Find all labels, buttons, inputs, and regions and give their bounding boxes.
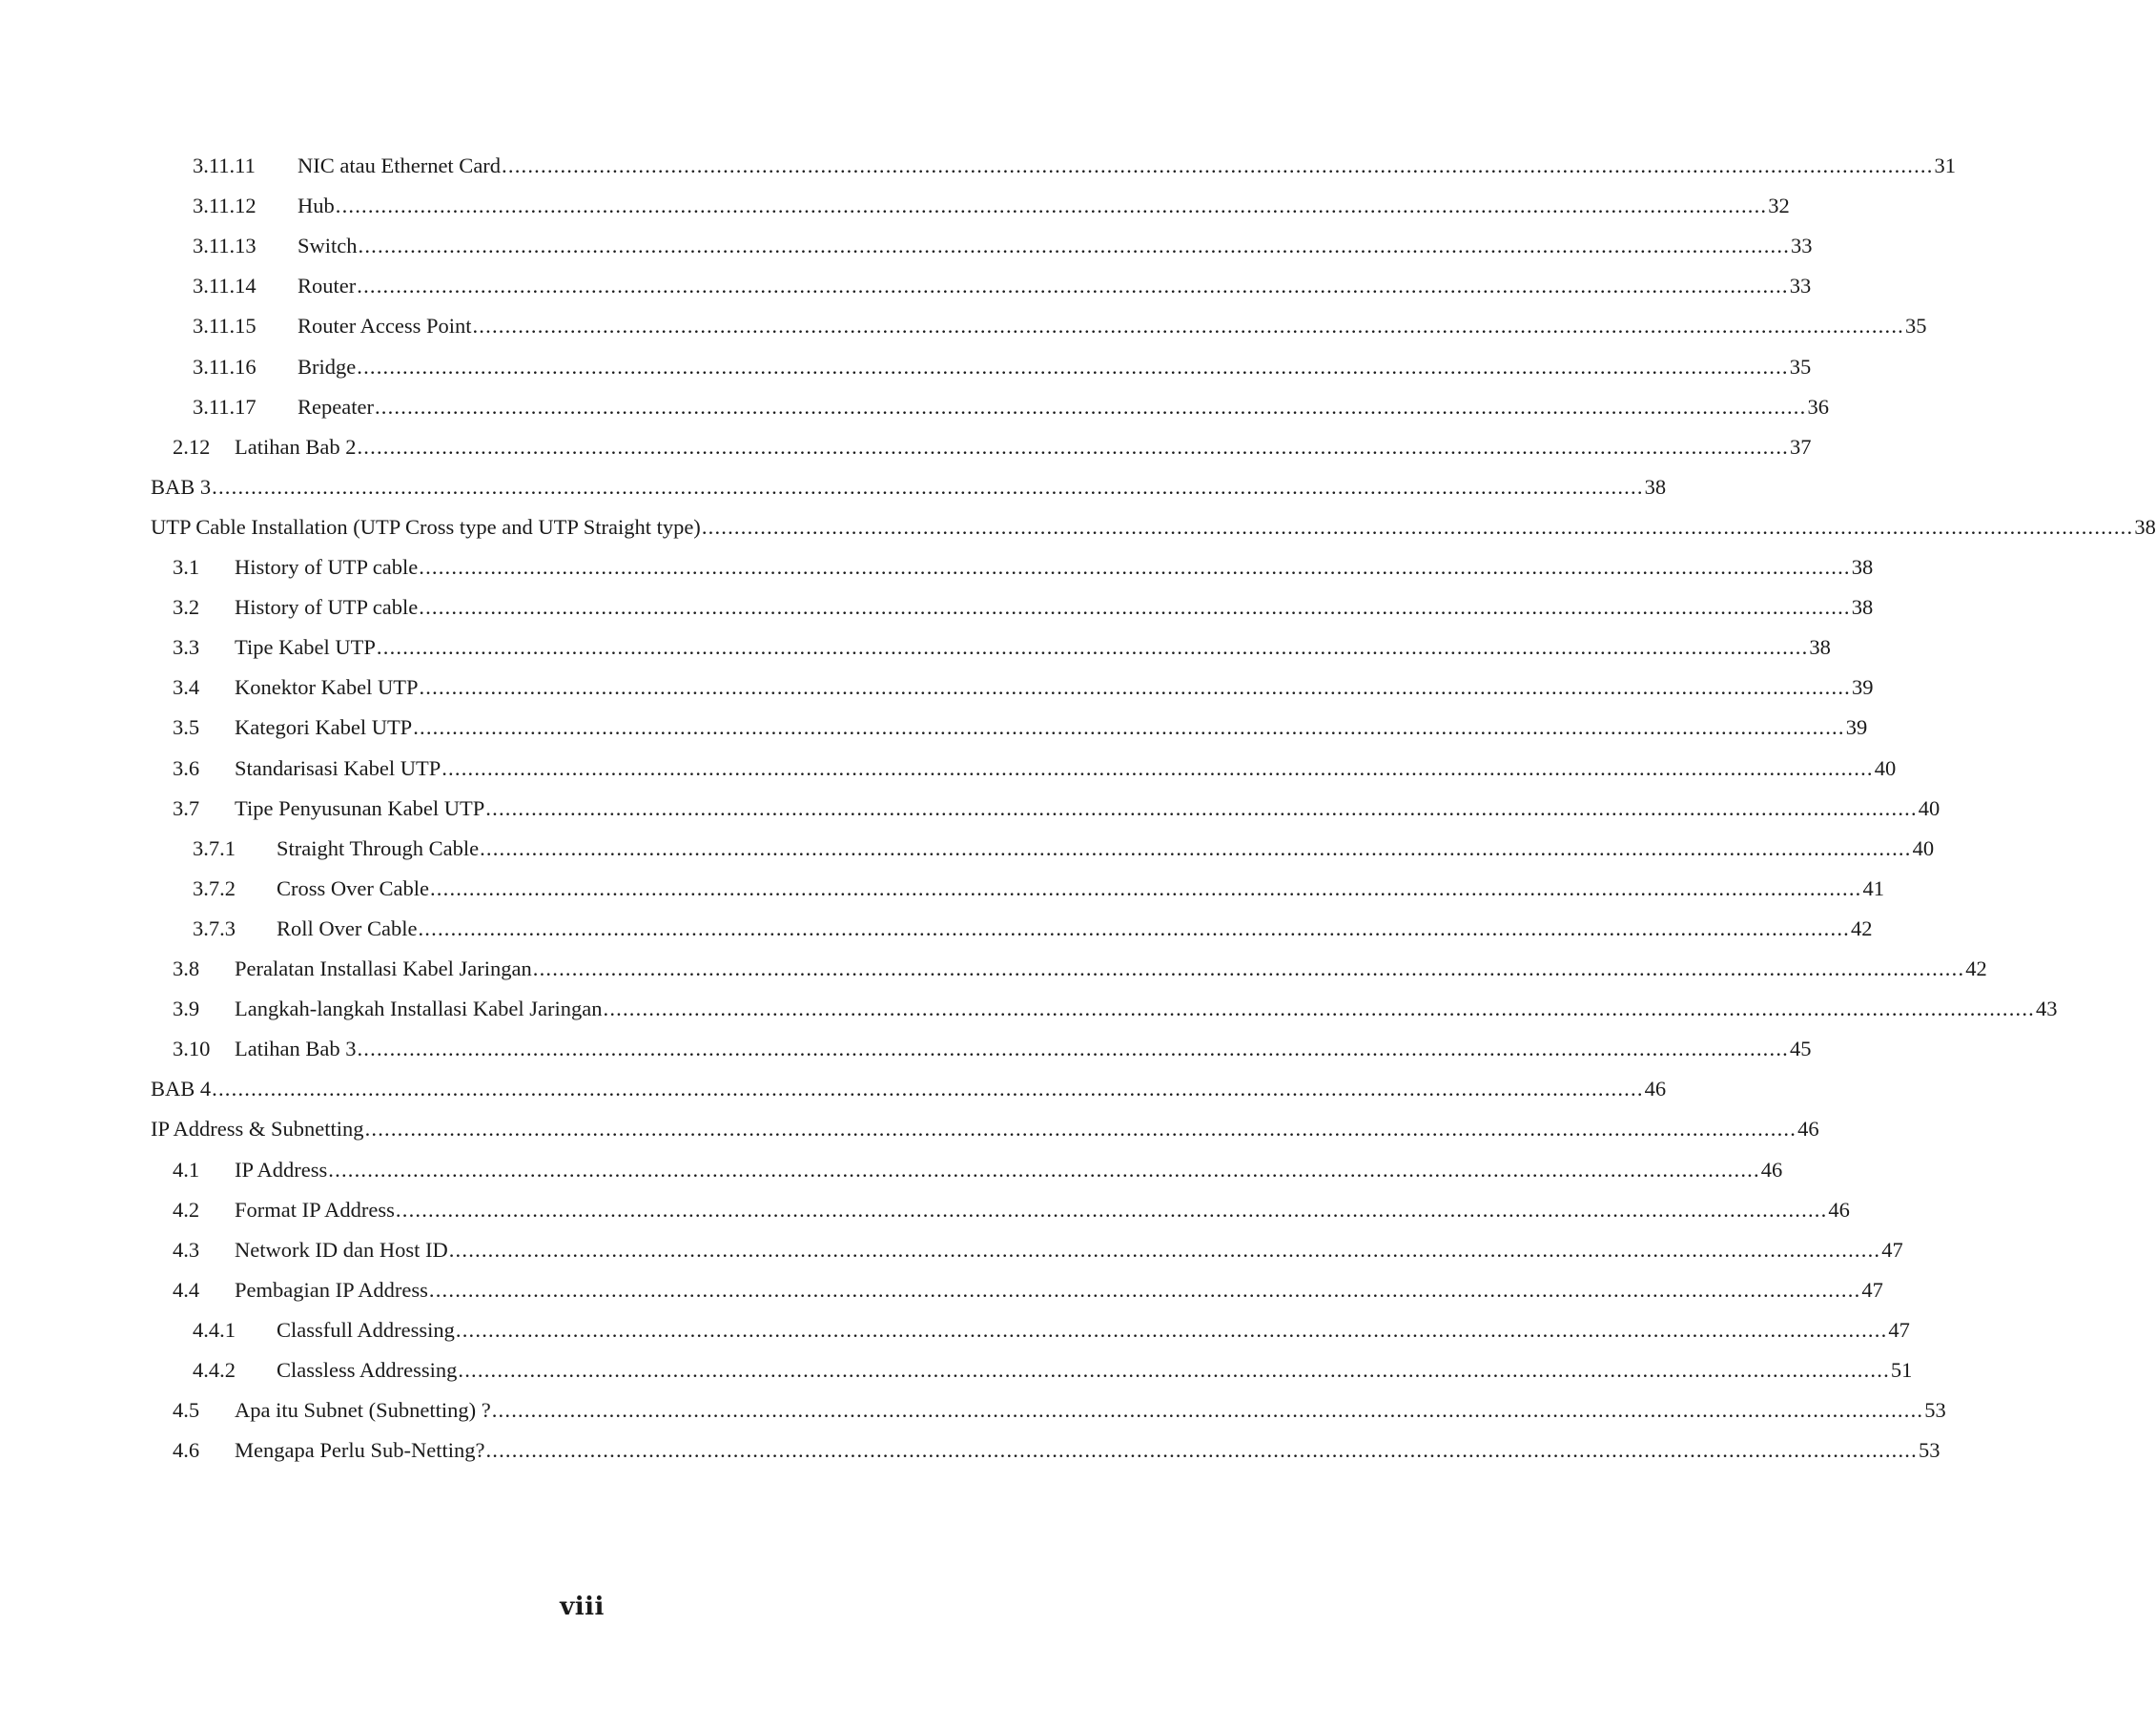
toc-entry	[0, 352, 1812, 382]
toc-entry	[0, 1435, 1940, 1466]
toc-entry-title: Classfull Addressing	[277, 1317, 455, 1342]
toc-dot-leader: ............................................................................................................................................................................................................................	[472, 314, 1904, 339]
toc-entry-line	[235, 712, 1868, 743]
toc-entry-title: Roll Over Cable	[277, 915, 418, 940]
toc-entry	[0, 1155, 1783, 1185]
toc-entry-page: 38	[2134, 514, 2156, 539]
toc-entry-line	[235, 1034, 1812, 1064]
toc-entry-page: 46	[1828, 1197, 1850, 1222]
toc-entry	[0, 954, 1987, 984]
toc-entry-title: Switch	[298, 234, 358, 258]
toc-entry-number: 3.11.11	[193, 154, 256, 177]
toc-entry-title: Classless Addressing	[277, 1358, 458, 1382]
toc-entry	[0, 1074, 1667, 1104]
toc-entry-title: Format IP Address	[235, 1197, 395, 1222]
toc-entry-number: 3.11.15	[193, 314, 257, 339]
toc-entry-title: Router Access Point	[298, 314, 472, 339]
toc-entry	[0, 472, 1667, 503]
toc-dot-leader: ............................................................................................................................................................................................................................	[212, 1077, 1644, 1101]
toc-entry	[0, 833, 1935, 864]
toc-entry-line	[298, 191, 1790, 221]
toc-dot-leader: ............................................................................................................................................................................................................................	[491, 1398, 1924, 1423]
toc-entry-page: 38	[1644, 474, 1667, 499]
toc-entry	[0, 1355, 1913, 1386]
toc-dot-leader: ............................................................................................................................................................................................................................	[358, 234, 1791, 258]
toc-entry-line	[235, 1395, 1946, 1426]
toc-entry-page: 40	[1874, 755, 1897, 780]
toc-entry-page: 35	[1789, 354, 1812, 379]
toc-entry-page: 43	[2036, 997, 2058, 1021]
toc-dot-leader: ............................................................................................................................................................................................................................	[441, 755, 1874, 780]
toc-entry-page: 53	[1918, 1438, 1940, 1463]
toc-entry-page: 36	[1807, 394, 1829, 419]
toc-dot-leader: ............................................................................................................................................................................................................................	[212, 474, 1644, 499]
toc-entry-title: History of UTP cable	[235, 595, 419, 620]
toc-entry-number: 3.7.2	[193, 875, 236, 900]
toc-entry-page: 37	[1789, 434, 1812, 459]
toc-dot-leader: ............................................................................................................................................................................................................................	[485, 795, 1918, 820]
toc-entry-line	[277, 874, 1884, 904]
toc-dot-leader: ............................................................................................................................................................................................................................	[458, 1358, 1890, 1382]
toc-dot-leader: ............................................................................................................................................................................................................................	[374, 394, 1807, 419]
toc-entry-page: 46	[1797, 1117, 1819, 1142]
toc-entry-title: Langkah-langkah Installasi Kabel Jaringan	[235, 997, 603, 1021]
toc-entry-number: 4.1	[173, 1157, 200, 1182]
toc-entry-number: 3.1	[173, 555, 200, 579]
toc-entry-line	[277, 914, 1873, 944]
toc-entry-line	[277, 833, 1935, 864]
toc-entry-page: 38	[1851, 555, 1874, 579]
toc-entry-number: 3.6	[173, 755, 200, 780]
toc-dot-leader: ............................................................................................................................................................................................................................	[395, 1197, 1828, 1222]
toc-entry-number: 3.9	[173, 997, 200, 1021]
toc-entry-title: Latihan Bab 3	[235, 1037, 357, 1061]
toc-entry-page: 47	[1881, 1237, 1903, 1262]
toc-entry	[0, 552, 1874, 583]
toc-entry-number: 3.7.3	[193, 915, 236, 940]
toc-entry-number: 3.11.14	[193, 274, 257, 298]
toc-entry	[0, 1275, 1883, 1306]
toc-entry-number: 3.7	[173, 795, 200, 820]
toc-entry-title: Hub	[298, 194, 335, 218]
toc-dot-leader: ............................................................................................................................................................................................................................	[603, 997, 2035, 1021]
toc-dot-leader: ............................................................................................................................................................................................................................	[429, 875, 1862, 900]
toc-entry-line	[277, 1355, 1913, 1386]
toc-entry	[0, 874, 1884, 904]
toc-entry-line	[298, 151, 1957, 181]
toc-entry	[0, 1034, 1812, 1064]
toc-entry-title: Peralatan Installasi Kabel Jaringan	[235, 957, 532, 980]
toc-entry-page: 39	[1845, 715, 1868, 740]
toc-dot-leader: ............................................................................................................................................................................................................................	[335, 194, 1768, 218]
toc-entry-title: NIC atau Ethernet Card	[298, 154, 502, 177]
toc-entry	[0, 1235, 1903, 1265]
toc-entry-title: Kategori Kabel UTP	[235, 715, 413, 740]
toc-entry-page: 38	[1809, 635, 1831, 660]
toc-entry-line	[151, 1074, 1667, 1104]
toc-entry-number: 3.11.16	[193, 354, 257, 379]
toc-entry-line	[235, 753, 1897, 784]
toc-entry	[0, 672, 1874, 703]
toc-dot-leader: ............................................................................................................................................................................................................................	[502, 154, 1934, 177]
toc-entry-line	[235, 1435, 1940, 1466]
toc-entry-line	[298, 271, 1812, 301]
toc-entry-page: 40	[1912, 835, 1935, 860]
toc-entry-number: 3.2	[173, 595, 200, 620]
toc-entry-number: 4.2	[173, 1197, 200, 1222]
toc-entry-number: 3.7.1	[193, 835, 236, 860]
toc-entry-line	[298, 311, 1927, 341]
toc-entry	[0, 512, 2156, 543]
toc-entry-title: IP Address & Subnetting	[151, 1117, 364, 1142]
toc-entry	[0, 592, 1874, 623]
toc-entry-line	[298, 231, 1813, 261]
toc-entry-line	[151, 1114, 1819, 1144]
toc-entry	[0, 432, 1812, 463]
toc-dot-leader: ............................................................................................................................................................................................................................	[357, 1037, 1789, 1061]
toc-dot-leader: ............................................................................................................................................................................................................................	[328, 1157, 1760, 1182]
toc-entry-line	[277, 1315, 1910, 1346]
toc-entry-line	[151, 472, 1667, 503]
toc-dot-leader: ............................................................................................................................................................................................................................	[376, 635, 1809, 660]
toc-entry-line	[235, 1195, 1850, 1225]
toc-entry	[0, 632, 1831, 663]
toc-entry-number: 3.3	[173, 635, 200, 660]
toc-entry-title: Pembagian IP Address	[235, 1277, 428, 1302]
toc-dot-leader: ............................................................................................................................................................................................................................	[532, 957, 1965, 980]
toc-dot-leader: ............................................................................................................................................................................................................................	[480, 835, 1912, 860]
toc-entry-title: History of UTP cable	[235, 555, 419, 579]
toc-entry-page: 53	[1924, 1398, 1946, 1423]
toc-entry-title: Apa itu Subnet (Subnetting) ?	[235, 1398, 491, 1423]
toc-entry-number: 3.4	[173, 675, 200, 700]
toc-entry-number: 4.4	[173, 1277, 200, 1302]
toc-dot-leader: ............................................................................................................................................................................................................................	[455, 1317, 1888, 1342]
toc-entry-title: Latihan Bab 2	[235, 434, 357, 459]
toc-entry-title: Repeater	[298, 394, 374, 419]
toc-entry-page: 51	[1890, 1358, 1913, 1382]
toc-dot-leader: ............................................................................................................................................................................................................................	[419, 555, 1851, 579]
toc-entry-title: IP Address	[235, 1157, 328, 1182]
toc-dot-leader: ............................................................................................................................................................................................................................	[418, 915, 1850, 940]
toc-entry-title: Network ID dan Host ID	[235, 1237, 448, 1262]
toc-entry-page: 31	[1934, 154, 1957, 177]
toc-dot-leader: ............................................................................................................................................................................................................................	[419, 675, 1851, 700]
toc-entry	[0, 392, 1829, 422]
toc-entry-number: 4.3	[173, 1237, 200, 1262]
toc-entry	[0, 712, 1868, 743]
page-number: viii	[560, 1593, 605, 1621]
toc-dot-leader: ............................................................................................................................................................................................................................	[428, 1277, 1861, 1302]
toc-entry-title: Standarisasi Kabel UTP	[235, 755, 441, 780]
toc-entry-page: 39	[1851, 675, 1874, 700]
toc-entry-page: 40	[1918, 795, 1940, 820]
toc-entry-number: 2.12	[173, 434, 211, 459]
toc-entry	[0, 793, 1940, 824]
toc-entry-page: 47	[1888, 1317, 1910, 1342]
toc-dot-leader: ............................................................................................................................................................................................................................	[448, 1237, 1881, 1262]
toc-entry	[0, 753, 1897, 784]
toc-entry-page: 42	[1850, 915, 1873, 940]
toc-entry	[0, 311, 1927, 341]
toc-dot-leader: ............................................................................................................................................................................................................................	[419, 595, 1851, 620]
toc-entry-line	[235, 632, 1831, 663]
toc-entry-number: 3.11.17	[193, 394, 257, 419]
toc-entry-title: Tipe Kabel UTP	[235, 635, 376, 660]
toc-entry-number: 3.11.13	[193, 234, 257, 258]
toc-entry-title: Bridge	[298, 354, 357, 379]
toc-entry-title: UTP Cable Installation (UTP Cross type and UTP Straight type)	[151, 514, 701, 539]
toc-entry	[0, 191, 1790, 221]
toc-entry-title: Konektor Kabel UTP	[235, 675, 419, 700]
toc-entry	[0, 151, 1957, 181]
toc-entry-title: Router	[298, 274, 357, 298]
toc-entry	[0, 271, 1812, 301]
toc-entry	[0, 914, 1873, 944]
toc-entry-title: Tipe Penyusunan Kabel UTP	[235, 795, 485, 820]
toc-dot-leader: ............................................................................................................................................................................................................................	[357, 354, 1789, 379]
toc-entry-page: 42	[1965, 957, 1987, 980]
toc-entry-line	[235, 994, 2058, 1024]
toc-entry-title: Cross Over Cable	[277, 875, 429, 900]
toc-entry-page: 33	[1791, 234, 1813, 258]
toc-entry-page: 35	[1904, 314, 1927, 339]
toc-dot-leader: ............................................................................................................................................................................................................................	[364, 1117, 1797, 1142]
toc-entry	[0, 1195, 1850, 1225]
toc-dot-leader: ............................................................................................................................................................................................................................	[357, 434, 1789, 459]
toc-entry-line	[298, 392, 1829, 422]
toc-entry-number: 3.10	[173, 1037, 211, 1061]
toc-entry-line	[235, 1235, 1903, 1265]
toc-dot-leader: ............................................................................................................................................................................................................................	[357, 274, 1789, 298]
toc-entry	[0, 1114, 1819, 1144]
toc-entry-line	[235, 592, 1874, 623]
toc-entry-page: 46	[1644, 1077, 1667, 1101]
toc-entry-number: 3.5	[173, 715, 200, 740]
toc-entry-line	[235, 432, 1812, 463]
toc-entry-title: Straight Through Cable	[277, 835, 480, 860]
toc-entry-line	[235, 793, 1940, 824]
toc-entry-line	[235, 1155, 1783, 1185]
toc-dot-leader: ............................................................................................................................................................................................................................	[701, 514, 2134, 539]
toc-entry-page: 33	[1789, 274, 1812, 298]
toc-entry-number: 4.4.2	[193, 1358, 236, 1382]
toc-entry-page: 46	[1760, 1157, 1783, 1182]
toc-entry-line	[235, 552, 1874, 583]
toc-entry	[0, 994, 2058, 1024]
toc-entry	[0, 231, 1813, 261]
toc-entry-page: 38	[1851, 595, 1874, 620]
toc-entry-title: BAB 4	[151, 1077, 212, 1101]
toc-entry-page: 45	[1789, 1037, 1812, 1061]
toc-entry-title: Mengapa Perlu Sub-Netting?	[235, 1438, 485, 1463]
toc-entry-line	[235, 1275, 1883, 1306]
toc-entry	[0, 1395, 1946, 1426]
toc-entry-number: 4.5	[173, 1398, 200, 1423]
toc-entry-title: BAB 3	[151, 474, 212, 499]
toc-entry-number: 4.4.1	[193, 1317, 236, 1342]
toc-entry-line	[235, 954, 1987, 984]
toc-entry-line	[235, 672, 1874, 703]
toc-entry-number: 3.11.12	[193, 194, 257, 218]
toc-entry-page: 47	[1861, 1277, 1883, 1302]
toc-entry	[0, 1315, 1910, 1346]
toc-entry-line	[151, 512, 2156, 543]
toc-entry-number: 3.8	[173, 957, 200, 980]
toc-dot-leader: ............................................................................................................................................................................................................................	[413, 715, 1845, 740]
toc-dot-leader: ............................................................................................................................................................................................................................	[485, 1438, 1918, 1463]
toc-entry-page: 32	[1768, 194, 1790, 218]
toc-entry-line	[298, 352, 1812, 382]
toc-entry-page: 41	[1862, 875, 1884, 900]
toc-entry-number: 4.6	[173, 1438, 200, 1463]
